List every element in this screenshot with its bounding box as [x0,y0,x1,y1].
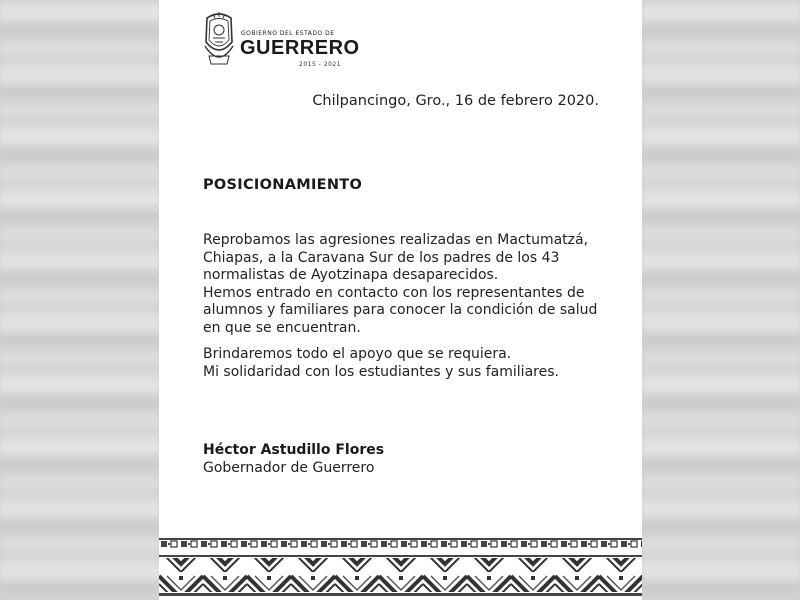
decorative-border-pattern [159,538,642,600]
blurred-background-left [0,0,160,600]
paragraph-1 [203,232,642,337]
text-line: Mi solidaridad con los estudiantes y sus familiares. [203,363,559,380]
text-line: Reprobamos las agresiones realizadas en Mactumatzá, [203,232,589,248]
government-logo [201,12,401,72]
signatory-role: Gobernador de Guerrero [203,460,375,476]
text-line: alumnos y familiares para conocer la condición de salud [203,302,598,318]
text-line: Brindaremos todo el apoyo que se requiera. [203,346,512,362]
text-line: normalistas de Ayotzinapa desaparecidos. [203,267,499,283]
text-line: en que se encuentran. [203,319,361,336]
state-seal-icon [201,12,237,68]
place-and-date: Chilpancingo, Gro., 16 de febrero 2020. [312,93,599,109]
paragraph-2 [203,346,642,381]
government-label: GOBIERNO DEL ESTADO DE [241,30,335,37]
signatory-name: Héctor Astudillo Flores [203,442,385,458]
document-page [159,0,642,600]
administration-years: 2015 - 2021 [299,61,342,68]
text-line: Hemos entrado en contacto con los representantes de [203,284,585,301]
document-heading: POSICIONAMIENTO [203,177,363,193]
state-name: GUERRERO [240,37,360,59]
blurred-background-right [642,0,800,600]
text-line: Chiapas, a la Caravana Sur de los padres de los 43 [203,249,560,266]
